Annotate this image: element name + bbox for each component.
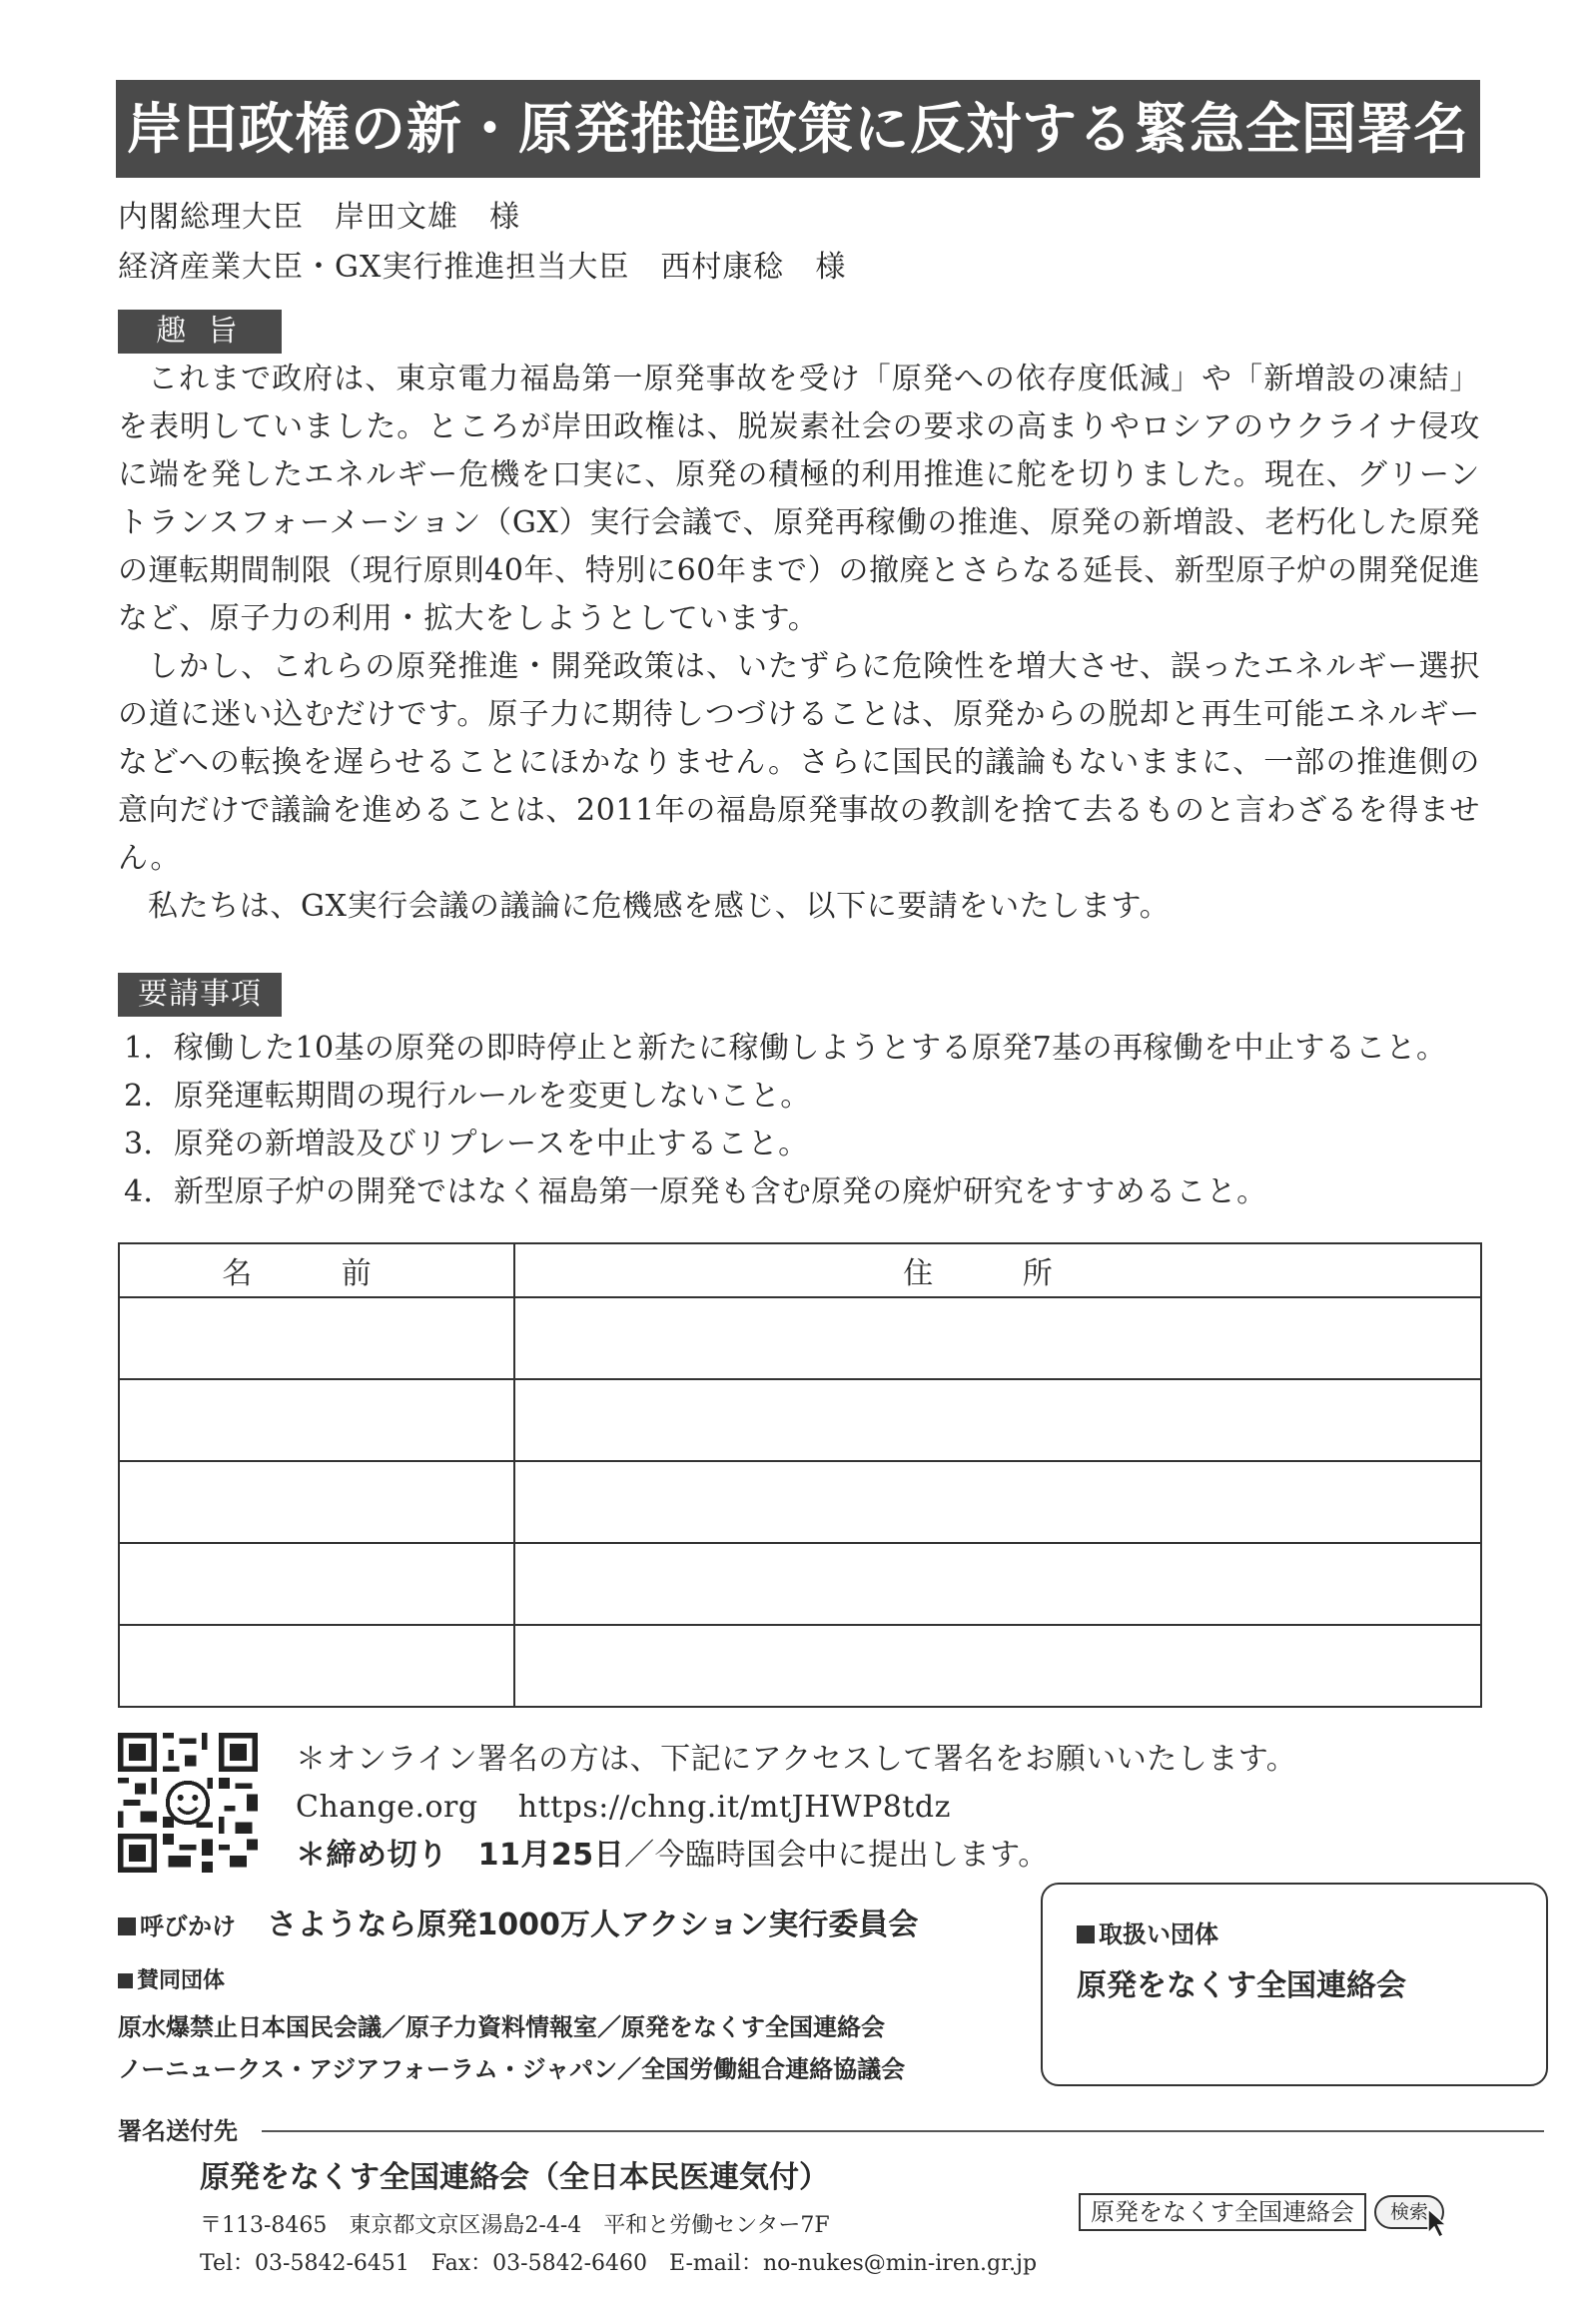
online-url-link[interactable]: https://chng.it/mtJHWP8tdz (517, 1790, 951, 1825)
table-row (119, 1379, 1481, 1461)
requests-heading: 要請事項 (118, 973, 282, 1017)
organizer-label: 呼びかけ (140, 1913, 236, 1940)
send-to-address: 〒113-8465 東京都文京区湯島2-4-4 平和と労働センター7F (200, 2213, 830, 2238)
square-bullet-icon (118, 1918, 136, 1935)
divider (262, 2130, 1544, 2132)
supporters-line-2: ノーニュークス・アジアフォーラム・ジャパン／全国労働組合連絡協議会 (118, 2055, 906, 2083)
send-to-name: 原発をなくす全国連絡会（全日本民医連気付） (200, 2160, 829, 2195)
address-cell[interactable] (514, 1625, 1481, 1707)
purpose-body (118, 356, 1480, 931)
request-item: 3．原発の新増設及びリプレースを中止すること。 (124, 1127, 809, 1161)
request-item: 1．稼働した10基の原発の即時停止と新たに稼働しようとする原発7基の再稼働を中止すること。 (124, 1031, 1447, 1066)
name-cell[interactable] (119, 1461, 514, 1543)
address-column-header: 住 所 (514, 1243, 1481, 1297)
supporters-label: 賛同団体 (137, 1968, 226, 1993)
handler-box (1041, 1883, 1548, 2086)
name-cell[interactable] (119, 1379, 514, 1461)
online-site: Change.org (296, 1790, 478, 1825)
request-item: 2．原発運転期間の現行ルールを変更しないこと。 (124, 1079, 811, 1114)
table-row (119, 1543, 1481, 1625)
address-cell[interactable] (514, 1461, 1481, 1543)
handler-name: 原発をなくす全国連絡会 (1077, 1968, 1406, 2003)
table-row (119, 1297, 1481, 1379)
send-to-contact: Tel：03-5842-6451 Fax：03-5842-6460 E-mail：no-nukes@min-iren.gr.jp (200, 2251, 1038, 2276)
send-to-label: 署名送付先 (118, 2117, 238, 2145)
purpose-paragraph: これまで政府は、東京電力福島第一原発事故を受け「原発への依存度低減」や「新増設の凍結」を表明していました。ところが岸田政権は、脱炭素社会の要求の高まりやロシアのウクライナ侵攻に端を発したエネルギー危機を口実に、原発の積極的利用推進に舵を切りました。現在、グリーントランスフォーメーション（GX）実行会議で、原発再稼働の推進、原発の新増設、老朽化した原発の運転期間制限（現行原則40年、特別に60年まで）の撤廃とさらなる延長、新型原子炉の開発促進など、原子力の利用・拡大をしようとしています。 (118, 362, 1480, 636)
name-cell[interactable] (119, 1297, 514, 1379)
handler-heading (1077, 1918, 1218, 1950)
online-link-line (296, 1784, 951, 1832)
purpose-paragraph: しかし、これらの原発推進・開発政策は、いたずらに危険性を増大させ、誤ったエネルギー選択の道に迷い込むだけです。原子力に期待しつづけることは、原発からの脱却と再生可能エネルギーなどへの転換を遅らせることにほかなりません。さらに国民的議論もないままに、一部の推進側の意向だけで議論を進めることは、2011年の福島原発事故の教訓を捨て去るものと言わざるを得ません。 (118, 649, 1480, 876)
page-title: 岸田政権の新・原発推進政策に反対する緊急全国署名 (116, 80, 1480, 178)
name-cell[interactable] (119, 1625, 514, 1707)
supporters-heading (118, 1965, 225, 1997)
square-bullet-icon (1077, 1925, 1095, 1943)
organizer-name: さようなら原発1000万人アクション実行委員会 (267, 1908, 919, 1942)
addressee-pm: 内閣総理大臣 岸田文雄 様 (118, 200, 520, 235)
deadline-label: ＊締め切り (296, 1838, 448, 1873)
cursor-icon (1426, 2207, 1452, 2239)
address-cell[interactable] (514, 1379, 1481, 1461)
purpose-paragraph: 私たちは、GX実行会議の議論に危機感を感じ、以下に要請をいたします。 (148, 889, 1171, 924)
deadline-note: ／今臨時国会中に提出します。 (624, 1838, 1049, 1873)
request-item: 4．新型原子炉の開発ではなく福島第一原発も含む原発の廃炉研究をすすめること。 (124, 1174, 1267, 1209)
name-cell[interactable] (119, 1543, 514, 1625)
requests-list (124, 1025, 1492, 1216)
search-input[interactable]: 原発をなくす全国連絡会 (1079, 2193, 1366, 2231)
search-button[interactable]: 検索 (1374, 2195, 1444, 2229)
deadline-line (296, 1832, 1049, 1880)
address-cell[interactable] (514, 1543, 1481, 1625)
name-column-header: 名 前 (119, 1243, 514, 1297)
addressee-meti: 経済産業大臣・GX実行推進担当大臣 西村康稔 様 (118, 250, 847, 285)
deadline-date: 11月25日 (477, 1838, 625, 1873)
address-cell[interactable] (514, 1297, 1481, 1379)
qr-code-icon[interactable] (118, 1733, 258, 1873)
purpose-heading: 趣 旨 (118, 310, 282, 354)
table-row (119, 1461, 1481, 1543)
handler-label: 取扱い団体 (1099, 1920, 1218, 1948)
table-row (119, 1625, 1481, 1707)
organizer-line (118, 1906, 918, 1946)
signature-table (118, 1242, 1482, 1708)
online-note: ＊オンライン署名の方は、下記にアクセスして署名をお願いいたします。 (296, 1742, 1297, 1777)
supporters-line-1: 原水爆禁止日本国民会議／原子力資料情報室／原発をなくす全国連絡会 (118, 2013, 885, 2041)
square-bullet-icon (118, 1973, 133, 1988)
